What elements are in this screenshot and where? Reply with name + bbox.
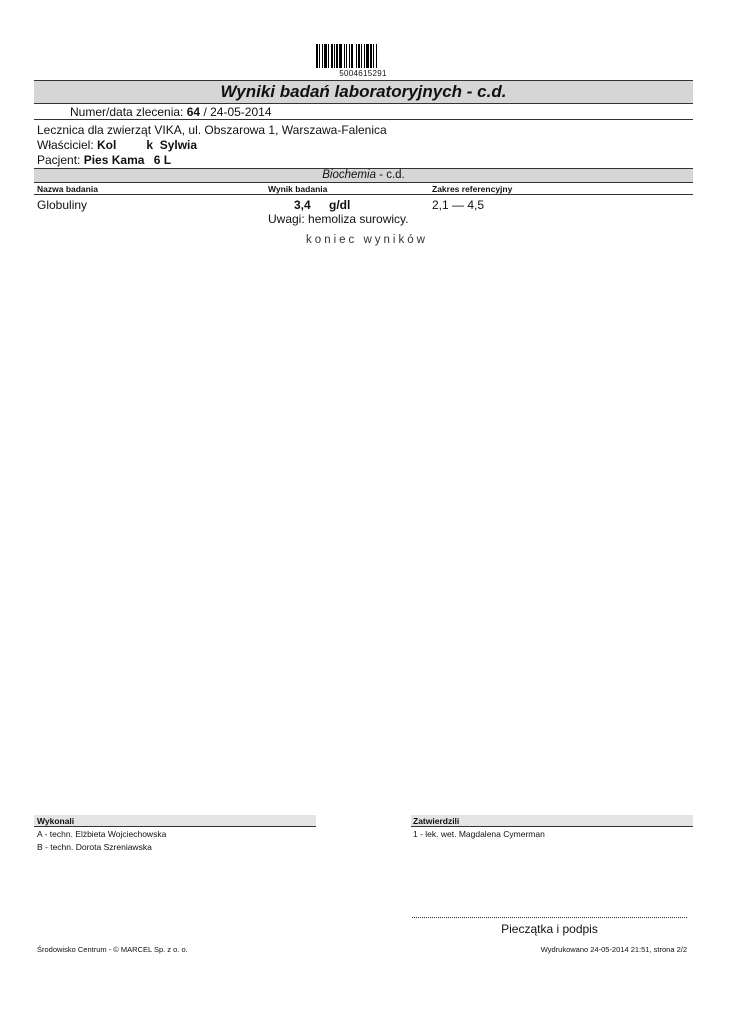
barcode-bar [358,44,360,68]
divider [411,826,693,827]
barcode-number: 5004615291 [339,69,387,78]
owner-line [37,138,197,152]
barcode-bar [346,44,347,68]
section-suffix: - c.d. [375,169,405,181]
copyright: Środowisko Centrum - © MARCEL Sp. z o. o. [37,945,188,954]
performed-item: B - techn. Dorota Szreniawska [37,842,152,852]
barcode-bar [364,44,365,68]
barcode-bar [356,44,357,68]
barcode-bar [316,44,318,68]
end-of-results: koniec wyników [306,234,428,246]
barcode-bar [366,44,369,68]
barcode-bar [373,44,374,68]
section-name: Biochemia [322,169,376,181]
order-label: Numer/data zlecenia: [70,105,184,119]
signature-line [412,917,687,918]
barcode-bar [336,44,338,68]
divider [34,826,316,827]
barcode-bar [349,44,350,68]
printed-info: Wydrukowano 24-05-2014 21:51, strona 2/2 [540,945,687,954]
barcode-bar [351,44,353,68]
barcode-bar [376,44,377,68]
barcode [316,44,410,68]
divider [34,194,693,195]
result-unit: g/dl [329,198,351,212]
barcode-bar [344,44,345,68]
patient-age: 6 L [153,153,172,167]
barcode-bar [324,44,327,68]
barcode-bar [361,44,362,68]
result-range: 2,1 — 4,5 [432,198,485,212]
barcode-bar [331,44,333,68]
performed-label: Wykonali [37,816,75,826]
performed-item: A - techn. Elżbieta Wojciechowska [37,829,167,839]
result-note: Uwagi: hemoliza surowicy. [268,212,409,226]
patient-name: Pies Kama [83,153,145,167]
barcode-bar [322,44,323,68]
result-test-name: Globuliny [37,198,88,212]
page-title: Wyniki badań laboratoryjnych - c.d. [220,82,507,101]
order-line [70,105,272,119]
divider [34,119,693,120]
order-number: 64 [186,105,201,119]
barcode-bar [328,44,329,68]
owner-name: Kol k Sylwia [97,138,198,152]
section-band [34,168,693,183]
approved-item: 1 - lek. wet. Magdalena Cymerman [413,829,545,839]
owner-label: Właściciel: [37,138,94,152]
stamp-label: Pieczątka i podpis [501,922,598,936]
title-band [34,80,693,104]
approved-label: Zatwierdzili [413,816,460,826]
result-value: 3,4 [294,198,311,212]
column-header-name: Nazwa badania [37,184,98,194]
barcode-bar [370,44,372,68]
patient-line [37,153,171,167]
barcode-bar [319,44,320,68]
column-header-result: Wynik badania [268,184,328,194]
patient-label: Pacjent: [37,153,81,167]
order-date: / 24-05-2014 [203,105,272,119]
column-header-range: Zakres referencyjny [432,184,513,194]
section-title [34,169,693,182]
barcode-bar [334,44,335,68]
barcode-bar [339,44,342,68]
clinic-line: Lecznica dla zwierząt VIKA, ul. Obszarowa 1, Warszawa-Falenica [37,123,387,137]
